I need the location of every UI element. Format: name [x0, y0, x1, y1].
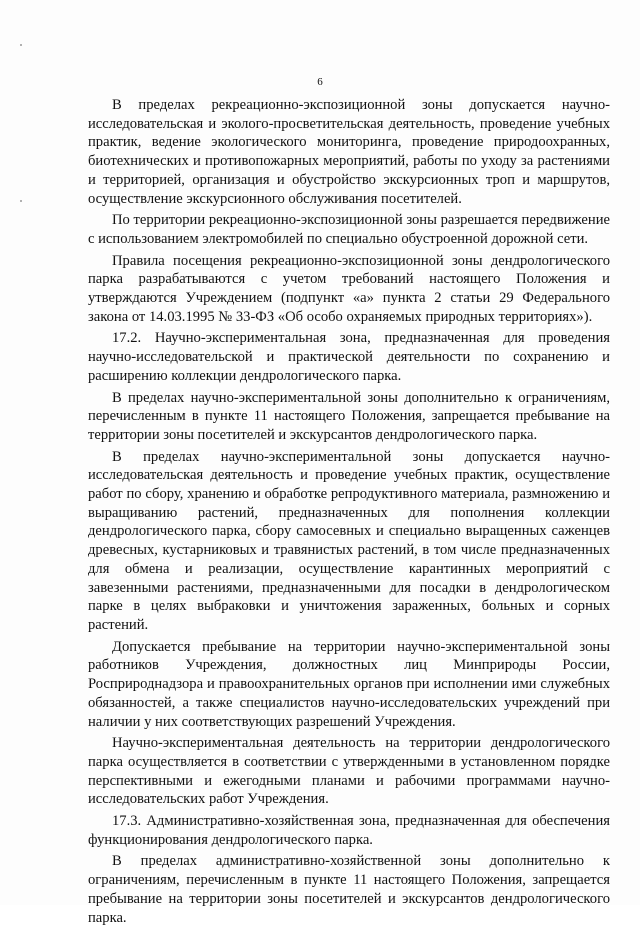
paragraph: В пределах научно-экспериментальной зоны допускается научно-исследовательская деятельность и проведение учебных практик, осуществление работ по сбору, хранению и обработке репродуктивного материала, размножению и выращиванию растений, предназначенных для пополнения коллекции дендрологического парка, сбору самосевных и специально выращенных саженцев древесных, кустарниковых и травянистых растений, в том числе предназначенных для обмена и реализации, осуществление карантинных мероприятий с завезенными растениями, предназначенными для посадки в дендрологическом парке в целях выбраковки и уничтожения зараженных, больных и сорных растений.	[88, 448, 610, 633]
document-body	[88, 96, 610, 927]
scan-speck	[20, 200, 22, 202]
paragraph: Научно-экспериментальная деятельность на территории дендрологического парка осуществляется в соответствии с утвержденными в установленном порядке перспективными и ежегодными планами и рабочими программами научно-исследовательских работ Учреждения.	[88, 735, 610, 808]
scan-speck	[20, 44, 22, 46]
paragraph: В пределах административно-хозяйственной зоны дополнительно к ограничениям, перечисленным в пункте 11 настоящего Положения, запрещается пребывание на территории зоны посетителей и экскурсантов дендрологического парка.	[88, 853, 610, 926]
paragraph: По территории рекреационно-экспозиционной зоны разрешается передвижение с использованием электромобилей по специально обустроенной дорожной сети.	[88, 212, 610, 247]
paragraph: В пределах рекреационно-экспозиционной зоны допускается научно-исследовательская и эколого-просветительская деятельность, проведение учебных практик, ведение экологического мониторинга, проведение природоохранных, биотехнических и противопожарных мероприятий, работы по уходу за растениями и территорией, организация и обустройство экскурсионных троп и маршрутов, осуществление экскурсионного обслуживания посетителей.	[88, 97, 610, 207]
page-number: 6	[317, 76, 323, 88]
paragraph: Допускается пребывание на территории научно-экспериментальной зоны работников Учреждения, должностных лиц Минприроды России, Росприроднадзора и правоохранительных органов при исполнении ими служебных обязанностей, а также специалистов научно-исследовательских учреждений при наличии у них соответствующих разрешений Учреждения.	[88, 638, 610, 730]
paragraph: 17.2. Научно-экспериментальная зона, предназначенная для проведения научно-исследовательской и практической деятельности по сохранению и расширению коллекции дендрологического парка.	[88, 330, 610, 384]
paragraph: Правила посещения рекреационно-экспозиционной зоны дендрологического парка разрабатываются с учетом требований настоящего Положения и утверждаются Учреждением (подпункт «а» пункта 2 статьи 29 Федерального закона от 14.03.1995 № 33-ФЗ «Об особо охраняемых природных территориях»).	[88, 252, 610, 325]
paragraph: 17.3. Административно-хозяйственная зона, предназначенная для обеспечения функционирования дендрологического парка.	[88, 813, 610, 848]
paragraph: В пределах научно-экспериментальной зоны дополнительно к ограничениям, перечисленным в пункте 11 настоящего Положения, запрещается пребывание на территории зоны посетителей и экскурсантов дендрологического парка.	[88, 389, 610, 443]
